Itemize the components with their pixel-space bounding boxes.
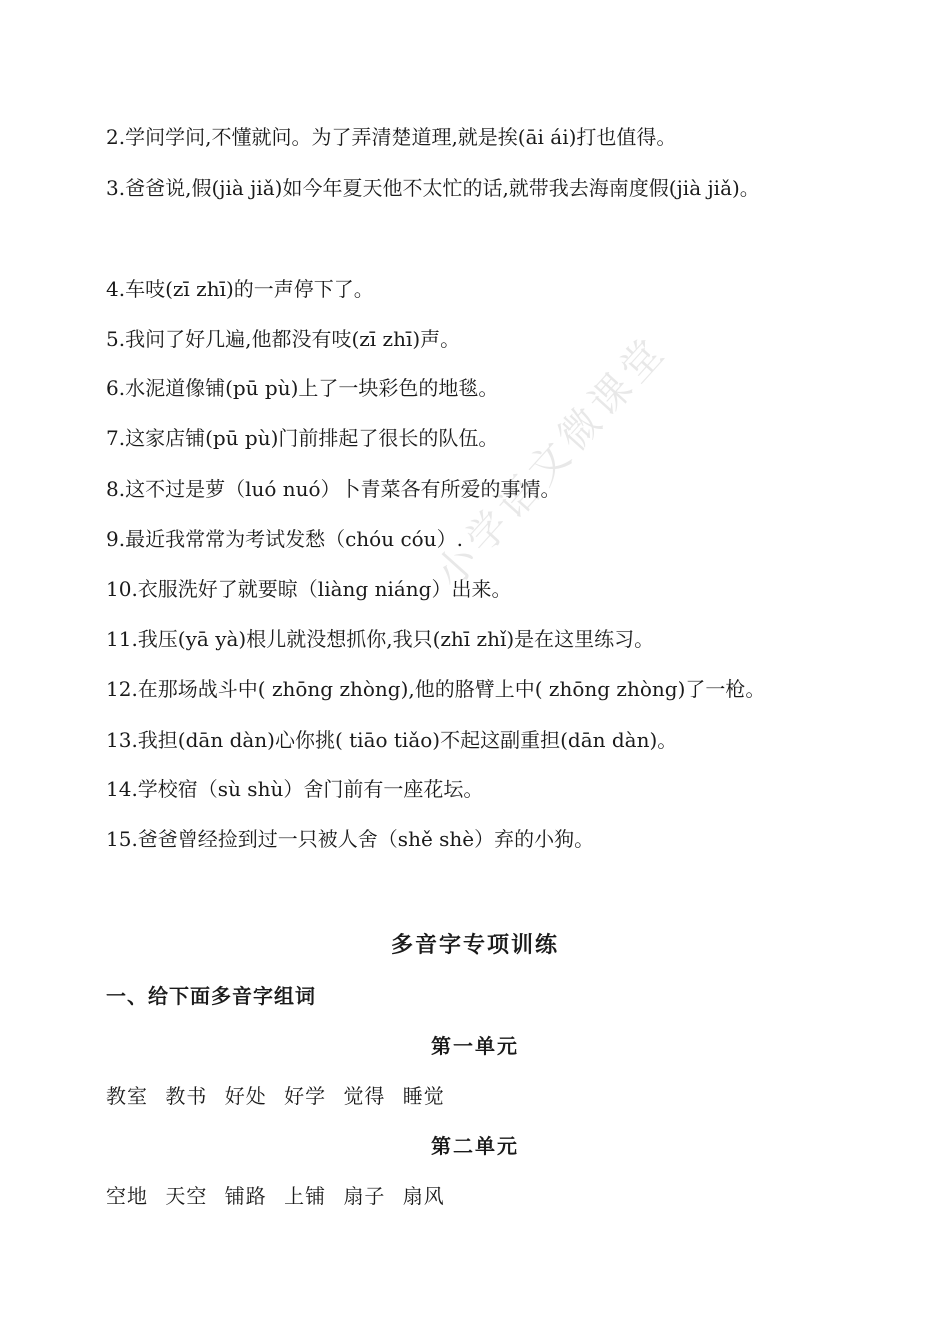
word: 扇子 [343,1184,386,1208]
word: 上铺 [284,1184,327,1208]
word: 好处 [224,1084,267,1108]
question-5: 5.我问了好几遍,他都没有吱(zī zhī)声。 [106,327,461,351]
word: 教书 [165,1084,208,1108]
word: 好学 [284,1084,327,1108]
unit-1-heading: 第一单元 [431,1034,519,1058]
question-4: 4.车吱(zī zhī)的一声停下了。 [106,277,374,301]
question-13: 13.我担(dān dàn)心你挑( tiāo tiǎo)不起这副重担(dān dàn)。 [106,728,678,752]
unit-2-words [106,1180,455,1209]
word: 扇风 [402,1184,445,1208]
word: 觉得 [343,1084,386,1108]
word: 教室 [106,1084,148,1108]
question-3: 3.爸爸说,假(jià jiǎ)如今年夏天他不太忙的话,就带我去海南度假(jià jiǎ)。 [106,176,760,200]
word: 睡觉 [402,1084,445,1108]
question-2: 2.学问学问,不懂就问。为了弄清楚道理,就是挨(āi ái)打也值得。 [106,125,677,149]
question-14: 14.学校宿（sù shù）舍门前有一座花坛。 [106,777,484,801]
question-12: 12.在那场战斗中( zhōng zhòng),他的胳臂上中( zhōng zhòng)了一枪。 [106,677,766,701]
word: 天空 [165,1184,208,1208]
word: 空地 [106,1184,148,1208]
question-6: 6.水泥道像铺(pū pù)上了一块彩色的地毯。 [106,376,499,400]
unit-1-words [106,1080,455,1109]
question-7: 7.这家店铺(pū pù)门前排起了很长的队伍。 [106,426,499,450]
word: 铺路 [224,1184,267,1208]
watermark: 小学语文微课堂 [426,326,677,597]
question-8: 8.这不过是萝（luó nuó）卜青菜各有所爱的事情。 [106,477,561,501]
question-15: 15.爸爸曾经捡到过一只被人舍（shě shè）弃的小狗。 [106,827,595,851]
question-10: 10.衣服洗好了就要晾（liàng niáng）出来。 [106,577,512,601]
question-9: 9.最近我常常为考试发愁（chóu cóu）. [106,527,463,551]
page-title: 多音字专项训练 [390,932,559,958]
unit-2-heading: 第二单元 [431,1134,519,1158]
section-heading: 一、给下面多音字组词 [106,984,316,1008]
question-11: 11.我压(yā yà)根儿就没想抓你,我只(zhī zhǐ)是在这里练习。 [106,627,655,651]
